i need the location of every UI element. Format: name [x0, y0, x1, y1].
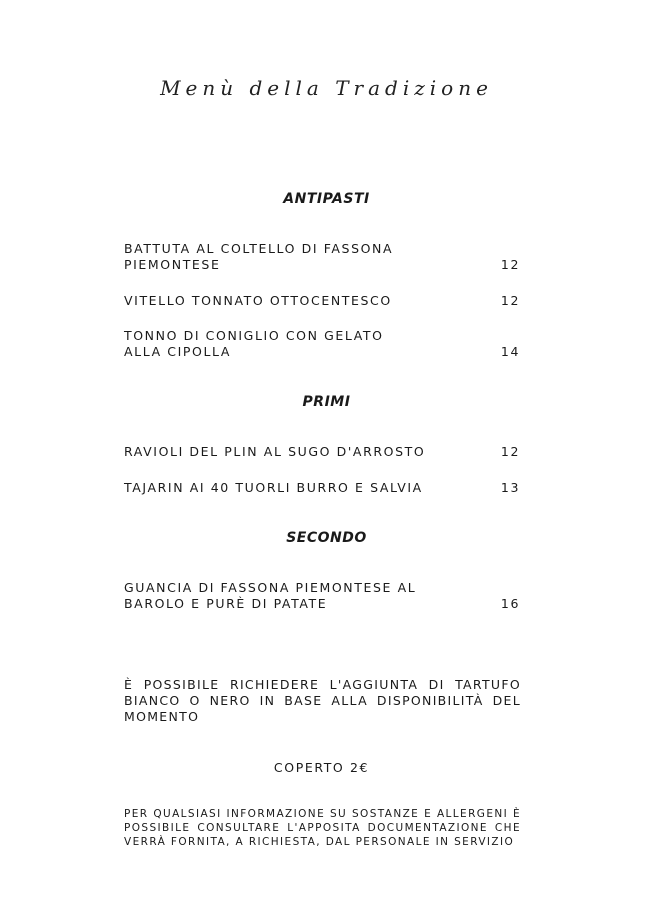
menu-title: Menù della Tradizione: [160, 76, 493, 100]
menu-item-name: TONNO DI CONIGLIO CON GELATO ALLA CIPOLLA: [124, 328, 384, 359]
menu-item-price: 14: [500, 344, 520, 359]
menu-item-name: TAJARIN AI 40 TUORLI BURRO E SALVIA: [124, 480, 423, 495]
menu-item: [124, 328, 520, 360]
menu-item-price: 12: [500, 293, 520, 308]
allergen-note: PER QUALSIASI INFORMAZIONE SU SOSTANZE E ALLERGENI È POSSIBILE CONSULTARE L'APPOSITA DOCUMENTAZIONE CHE VERRÀ FORNITA, A RICHIESTA, DAL PERSONALE IN SERVIZIO: [124, 808, 521, 848]
menu-item-price: 16: [500, 596, 520, 611]
menu-item-price: 12: [500, 444, 520, 459]
section-heading-secondo: SECONDO: [286, 530, 367, 546]
menu-item: [124, 293, 520, 309]
menu-item: [124, 241, 520, 273]
menu-item-price: 12: [500, 257, 520, 272]
section-heading-primi: PRIMI: [302, 394, 351, 410]
menu-item-price: 13: [500, 480, 520, 495]
menu-item-name: RAVIOLI DEL PLIN AL SUGO D'ARROSTO: [124, 444, 426, 459]
menu-item: [124, 480, 520, 496]
coperto-charge: COPERTO 2€: [273, 760, 370, 775]
menu-item-name: BATTUTA AL COLTELLO DI FASSONA PIEMONTESE: [124, 241, 394, 272]
menu-item: [124, 444, 520, 460]
section-heading-antipasti: ANTIPASTI: [283, 191, 370, 207]
menu-item-name: GUANCIA DI FASSONA PIEMONTESE AL BAROLO E PURÈ DI PATATE: [124, 580, 417, 611]
menu-item-name: VITELLO TONNATO OTTOCENTESCO: [124, 293, 392, 308]
truffle-note: È POSSIBILE RICHIEDERE L'AGGIUNTA DI TARTUFO BIANCO O NERO IN BASE ALLA DISPONIBILITÀ DEL MOMENTO: [124, 677, 521, 724]
menu-item: [124, 580, 520, 612]
